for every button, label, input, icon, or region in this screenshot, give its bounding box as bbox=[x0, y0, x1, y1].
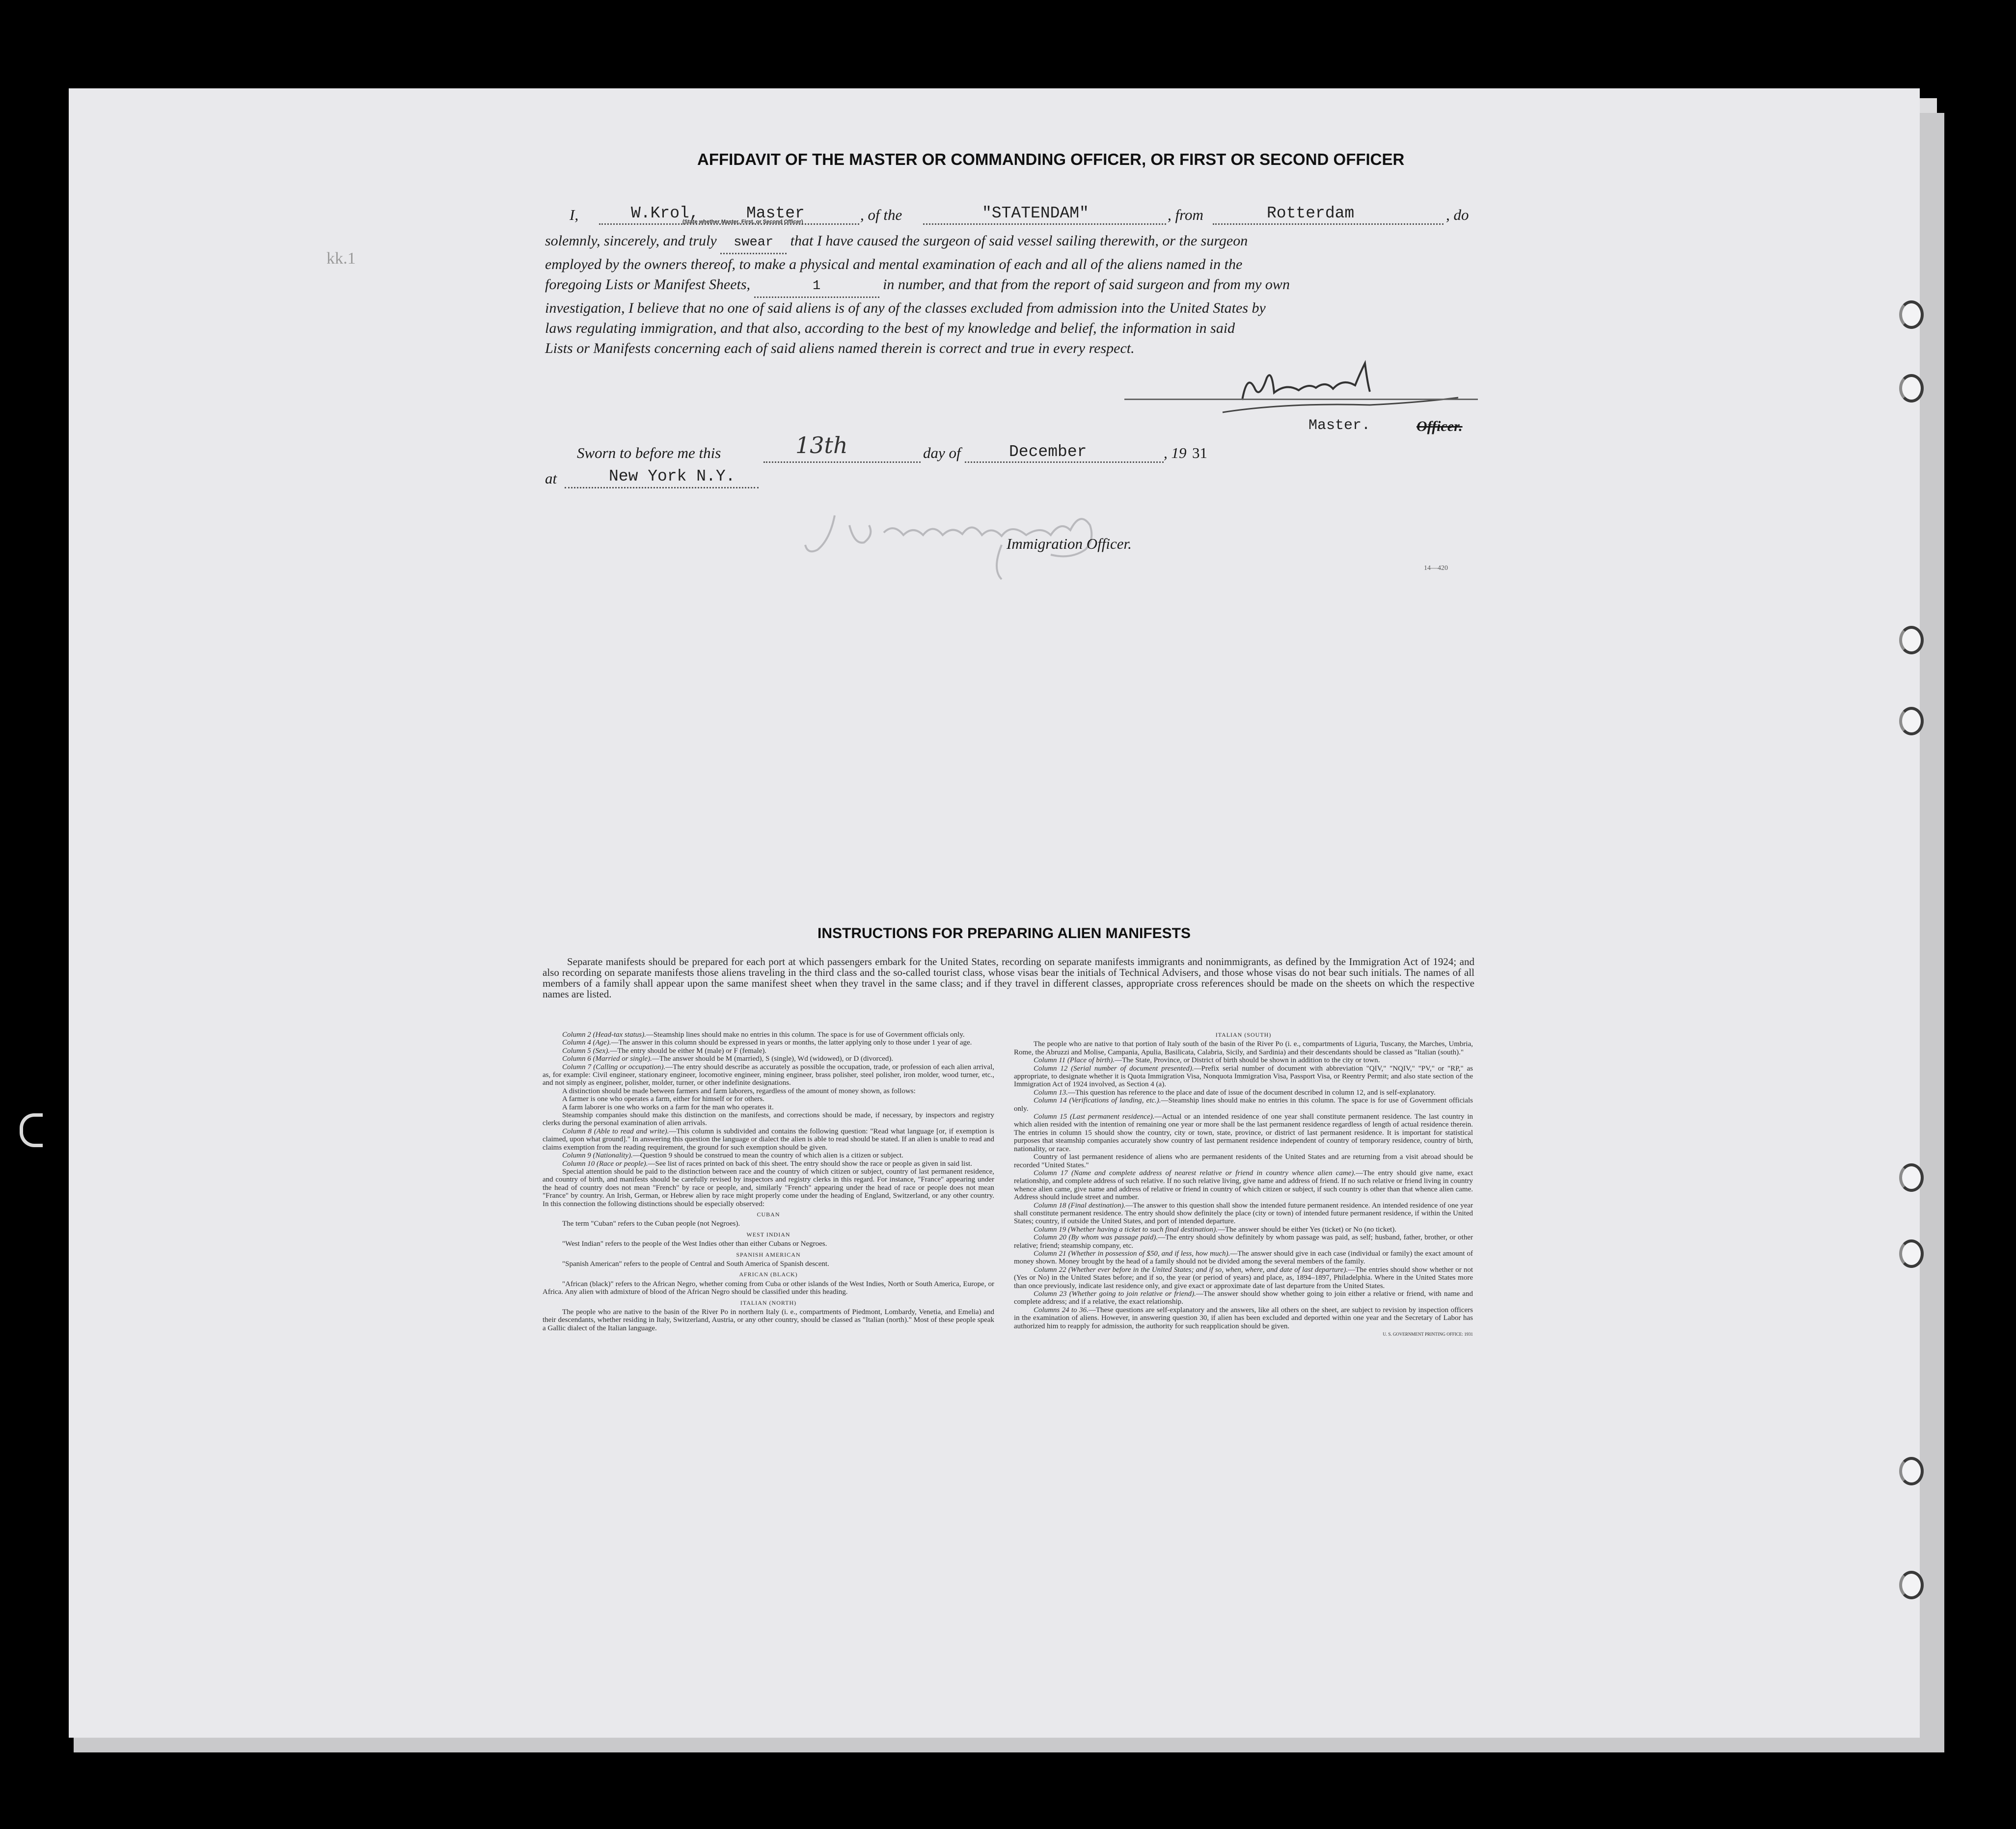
affidavit-line4b: in number, and that from the report of said surgeon and from my own bbox=[883, 276, 1290, 293]
col-entry-text: Special attention should be paid to the distinction between race and the country of which citizen or subject, country of last permanent residence, and country of birth, and manifests should be carefully revised by inspectors and registry clerks in this regard. For instance, "France" appearing under the head of country does not mean "French" by race or people, and, similarly "French" appearing under the head of race or people does not mean "France" by country. An Irish, German, or Hebrew alien by race might properly come under the heading of England, Switzerland, or any other country. In this connection the following distinctions should be especially observed: bbox=[543, 1167, 994, 1208]
col-entry-text: —The answer to this question shall show the intended future permanent residence. An intended residence of one year shall constitute permanent residence. The entry should show definitely the place (city or town) of intended future permanent residence, if within the United States; country, if outside the United States, and port of intended departure. bbox=[1014, 1201, 1473, 1226]
binder-hole-icon bbox=[1899, 1239, 1924, 1268]
sworn-text: Sworn to before me this bbox=[577, 444, 721, 461]
immigration-officer-label: Immigration Officer. bbox=[1007, 535, 1132, 552]
month-blank bbox=[965, 461, 1164, 463]
col-entry-text: —The entries should show whether or not (Yes or No) in the United States before; and if so, the year (or period of years) and place, as, 1894–1897, Philadelphia. Where in the United States more than once previously, indicate last residence only, and give exact or approximate date of last departure from the United States. bbox=[1014, 1265, 1473, 1290]
rank-note: (State whether Master, First, or Second Officer) bbox=[682, 219, 803, 225]
place-blank bbox=[565, 487, 759, 488]
day-of-text: day of bbox=[923, 444, 961, 461]
form-number: 14—420 bbox=[1424, 565, 1448, 572]
instructions-title: INSTRUCTIONS FOR PREPARING ALIEN MANIFESTS bbox=[817, 925, 1191, 941]
col-entry-heading: Column 4 (Age). bbox=[562, 1039, 611, 1047]
col-entry-text: —The entry should describe as accurately as possible the occupation, trade, or profession of each alien arrival, as, for example: Civil engineer, stationary engineer, locomotive engineer, mining engineer, brass polisher, steel polisher, iron molder, wood turner, etc., and not simply as engineer, polisher, molder, turner, or other indefinite designations. bbox=[543, 1063, 994, 1087]
col-entry-text: —See list of races printed on back of this sheet. The entry should show the race or people as given in said list. bbox=[648, 1159, 972, 1168]
affidavit-line2b: that I have caused the surgeon of said vessel sailing therewith, or the surgeon bbox=[790, 233, 1248, 249]
col-entry-heading: Column 21 (Whether in possession of $50, and if less, how much). bbox=[1034, 1249, 1230, 1258]
printer-note: U. S. GOVERNMENT PRINTING OFFICE: 1931 bbox=[1383, 1332, 1473, 1337]
affidavit-line6: laws regulating immigration, and that also, according to the best of my knowledge and belief, the information in said bbox=[545, 320, 1235, 336]
col-entry-heading: Column 11 (Place of birth). bbox=[1034, 1056, 1115, 1065]
instructions-intro: Separate manifests should be prepared for each port at which passengers embark for the United States, recording on separate manifests immigrants and nonimmigrants, as defined by the Immigration Act of 1924; and also recording on separate manifests those aliens traveling in the third class and the so-called tourist class, whose visas bear the initials of Technical Advisers, and those whose visas do not bear such initials. The names of all members of a family shall appear upon the same manifest sheet when they travel in the same class; and if they travel in different classes, appropriate cross references should be made on the sheets on which the respective names are listed. bbox=[543, 956, 1474, 1000]
sworn-day-field: 13th bbox=[795, 432, 848, 458]
spanish-american-text: "Spanish American" refers to the people of Central and South America of Spanish descent. bbox=[562, 1260, 829, 1268]
col-entry-text: —Steamship lines should make no entries in this column. The space is for use of Government officials only. bbox=[1014, 1097, 1473, 1113]
african-heading: AFRICAN (BLACK) bbox=[739, 1271, 798, 1278]
col-entry-text: —This column is subdivided and contains the following question: "Read what language [or, if exemption is claimed, upon what ground]." In answering this question the language or dialect the alien is able to read should be stated. If an alien is unable to read and claims exemption from the reading requirement, the ground for such exemption should be given. bbox=[543, 1127, 994, 1152]
col-entry-heading: Column 22 (Whether ever before in the United States; and if so, when, where, and date of last departure). bbox=[1034, 1265, 1348, 1274]
paper-clip-icon bbox=[20, 1113, 43, 1147]
cuban-heading: CUBAN bbox=[757, 1210, 780, 1218]
affidavit-line4a: foregoing Lists or Manifest Sheets, bbox=[545, 276, 751, 293]
col-entry-heading: Column 8 (Able to read and write). bbox=[562, 1127, 669, 1135]
vessel-blank bbox=[923, 223, 1166, 225]
master-name-field: W.Krol, bbox=[631, 204, 699, 222]
col-entry-text: —This question has reference to the place and date of issue of the document described in column 12, and is self-explanatory. bbox=[1068, 1088, 1436, 1097]
col-entry-text: Country of last permanent residence of aliens who are permanent residents of the United States and are returning from a visit abroad should be recorded "United States." bbox=[1014, 1153, 1473, 1169]
binder-hole-icon bbox=[1899, 374, 1924, 403]
sworn-month-field: December bbox=[1009, 443, 1087, 461]
col-entry-text: —The answer should show whether going to join either a relative or friend, with name and complete address; and if a relative, the exact relationship. bbox=[1014, 1290, 1473, 1306]
col-entry-heading: Columns 24 to 36. bbox=[1034, 1306, 1089, 1314]
affidavit-line7: Lists or Manifests concerning each of said aliens named therein is correct and true in every respect. bbox=[545, 340, 1135, 356]
sheet-count-field: 1 bbox=[754, 276, 879, 298]
cuban-text: The term "Cuban" refers to the Cuban people (not Negroes). bbox=[562, 1220, 740, 1228]
col-entry-text: —The answer should give in each case (individual or family) the exact amount of money shown. Money brought by the head of a family should not be divided among the several members of the family. bbox=[1014, 1249, 1473, 1266]
officer-struck: Officer. bbox=[1417, 418, 1463, 434]
signature-line bbox=[1124, 399, 1478, 400]
col-entry-text: —These questions are self-explanatory and the answers, like all others on the sheet, are subject to revision by inspection officers in the examination of aliens. However, in answering question 30, if alien has been excluded and deported within one year and the Secretary of Labor has authorized him to reapply for admission, the authority for such reapplication should be given. bbox=[1014, 1306, 1473, 1330]
departure-port-field: Rotterdam bbox=[1267, 204, 1355, 222]
col-entry-heading: Column 5 (Sex). bbox=[562, 1047, 610, 1055]
col-entry-heading: Column 6 (Married or single). bbox=[562, 1055, 652, 1063]
col-entry-heading: Column 14 (Verifications of landing, etc.). bbox=[1034, 1097, 1161, 1105]
col-entry-heading: Column 12 (Serial number of document presented). bbox=[1034, 1064, 1194, 1073]
italian-south-heading: ITALIAN (SOUTH) bbox=[1215, 1031, 1272, 1038]
spanish-american-heading: SPANISH AMERICAN bbox=[736, 1251, 801, 1258]
italian-north-text: The people who are native to the basin of the River Po in northern Italy (i. e., compartments of Piedmont, Lombardy, Venetia, and Emelia) and their descendants, whether residing in Italy, Switzerland, Austria, or any other country, should be classed as "Italian (north)." Most of these people speak a Gallic dialect of the Italian language. bbox=[543, 1308, 994, 1332]
binder-hole-icon bbox=[1899, 1457, 1924, 1485]
col-entry-heading: Column 13. bbox=[1034, 1088, 1068, 1097]
binder-hole-icon bbox=[1899, 1163, 1924, 1192]
col-entry-text: —Question 9 should be construed to mean the country of which alien is a citizen or subject. bbox=[632, 1152, 903, 1160]
col-entry-text: —The answer in this column should be expressed in years or months, the latter applying only to those under 1 year of age. bbox=[611, 1039, 972, 1047]
col-entry-heading: Column 15 (Last permanent residence). bbox=[1034, 1113, 1155, 1121]
at-text: at bbox=[545, 470, 557, 487]
col-entry-heading: Column 17 (Name and complete address of nearest relative or friend in country whence alien came). bbox=[1034, 1169, 1356, 1177]
col-entry-heading: Column 19 (Whether having a ticket to such final destination). bbox=[1034, 1225, 1218, 1234]
vessel-name-field: "STATENDAM" bbox=[982, 204, 1089, 222]
col-entry-text: —The answer should be M (married), S (single), Wd (widowed), or D (divorced). bbox=[652, 1055, 894, 1063]
col-entry-text: A farm laborer is one who works on a farm for the man who operates it. bbox=[562, 1103, 774, 1111]
col-entry-text: Steamship companies should make this distinction on the manifests, and corrections should be made, if necessary, by inspectors and registry clerks during the personal examination of alien arrivals. bbox=[543, 1111, 994, 1128]
col-entry-heading: Column 9 (Nationality). bbox=[562, 1152, 633, 1160]
affidavit-i: I, bbox=[570, 206, 579, 223]
binder-hole-icon bbox=[1899, 300, 1924, 329]
col-entry-text: A farmer is one who operates a farm, either for himself or for others. bbox=[562, 1095, 764, 1103]
affidavit-title: AFFIDAVIT OF THE MASTER OR COMMANDING OFFICER, OR FIRST OR SECOND OFFICER bbox=[697, 150, 1405, 168]
italian-south-text: The people who are native to that portion of Italy south of the basin of the River Po (i. e., compartments of Liguria, Tuscany, the Marches, Umbria, Rome, the Abruzzi and Molise, Campania, Apulia, Basilicata, Calabria, Sicily, and Sardinia) and their descendants should be classed as "Italian (south)." bbox=[1014, 1040, 1473, 1056]
affidavit-line3: employed by the owners thereof, to make a physical and mental examination of each and all of the aliens named in the bbox=[545, 256, 1243, 272]
margin-note: kk.1 bbox=[327, 249, 356, 268]
of-the-text: , of the bbox=[860, 206, 902, 223]
master-title-typed: Master. bbox=[1308, 417, 1371, 434]
col-entry-heading: Column 23 (Whether going to join relative or friend). bbox=[1034, 1290, 1196, 1298]
col-entry-heading: Column 2 (Head-tax status). bbox=[562, 1031, 646, 1039]
affidavit-body bbox=[545, 231, 1478, 358]
col-entry-text: —Actual or an intended residence of one year shall constitute permanent residence. The last country in which alien resided with the intention of remaining one year or more shall be the last permanent residence regardless of length of actual residence therein. The entries in column 15 should show the country, city or town, state, province, or district of last permanent residence. It is important for statistical purposes that steamship companies accurately show country of last permanent residence independent of country of temporary residence, country of birth, nationality, or race. bbox=[1014, 1113, 1473, 1153]
rank-field: Master bbox=[746, 204, 805, 222]
instructions-col1 bbox=[543, 1031, 994, 1332]
affidavit-line5: investigation, I believe that no one of said aliens is of any of the classes excluded from admission into the United States by bbox=[545, 300, 1266, 316]
african-text: "African (black)" refers to the African Negro, whether coming from Cuba or other islands of the West Indies, North or South America, Europe, or Africa. Any alien with admixture of blood of the African Negro should be classified under this heading. bbox=[543, 1280, 994, 1296]
instructions-col2 bbox=[1014, 1031, 1473, 1338]
binder-hole-icon bbox=[1899, 707, 1924, 735]
west-indian-heading: WEST INDIAN bbox=[746, 1231, 790, 1238]
sworn-year-field: 31 bbox=[1192, 444, 1207, 461]
binder-hole-icon bbox=[1899, 1571, 1924, 1599]
col-entry-text: A distinction should be made between farmers and farm laborers, regardless of the amount of money shown, as follows: bbox=[562, 1087, 916, 1095]
col-entry-heading: Column 7 (Calling or occupation). bbox=[562, 1063, 666, 1071]
affidavit-line2a: solemnly, sincerely, and truly bbox=[545, 233, 717, 249]
col-entry-heading: Column 20 (By whom was passage paid). bbox=[1034, 1234, 1158, 1242]
sworn-place-field: New York N.Y. bbox=[609, 467, 736, 485]
col-entry-text: —The State, Province, or District of birth should be shown in addition to the city or town. bbox=[1115, 1056, 1380, 1065]
oath-field: swear bbox=[720, 233, 787, 254]
col-entry-heading: Column 18 (Final destination). bbox=[1034, 1201, 1126, 1210]
col-entry-text: —Steamship lines should make no entries in this column. The space is for use of Government officials only. bbox=[646, 1031, 965, 1039]
day-blank bbox=[763, 461, 921, 463]
from-text: , from bbox=[1168, 206, 1203, 223]
master-signature bbox=[1213, 353, 1468, 417]
binder-hole-icon bbox=[1899, 626, 1924, 654]
do-text: , do bbox=[1446, 206, 1469, 223]
italian-north-heading: ITALIAN (NORTH) bbox=[740, 1299, 797, 1306]
col-entry-text: —The entry should give name, exact relationship, and complete address of such relative. If no such relative living, give name and address of friend. If no such relative or friend living in country whence alien came, give name and address of relative or friend in country of which citizen or subject, if such country is other than that whence alien came. Address should include street and number. bbox=[1014, 1169, 1473, 1202]
col-entry-heading: Column 10 (Race or people). bbox=[562, 1159, 648, 1168]
col-entry-text: —The entry should be either M (male) or F (female). bbox=[610, 1047, 767, 1055]
year-prefix: , 19 bbox=[1164, 444, 1187, 461]
col-entry-text: —The answer should be either Yes (ticket) or No (no ticket). bbox=[1217, 1225, 1397, 1234]
west-indian-text: "West Indian" refers to the people of the West Indies other than either Cubans or Negroes. bbox=[562, 1240, 827, 1248]
col-entry-text: —Prefix serial number of document with abbreviation "QIV," "NQIV," "PV," or "RP," as appropriate, to designate whether it is Quota Immigration Visa, Nonquota Immigration Visa, Passport Visa, or Reentry Permit; and also state section of the Immigration Act of 1924 involved, as Section 4 (a). bbox=[1014, 1064, 1473, 1089]
port-blank bbox=[1213, 223, 1444, 225]
col-entry-text: —The entry should show definitely by whom passage was paid, as self; husband, father, brother, or other relative; friend; steamship company, etc. bbox=[1014, 1234, 1473, 1250]
